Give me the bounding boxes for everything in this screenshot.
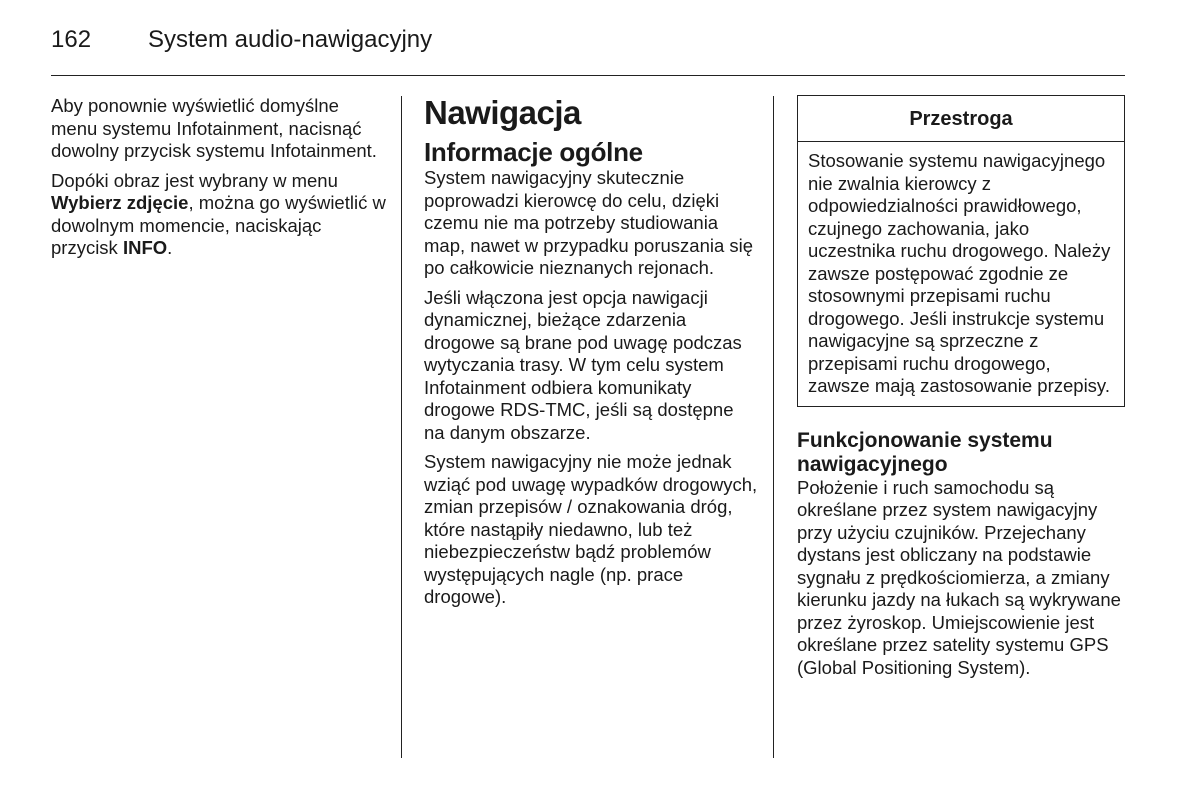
section-title: System audio-nawigacyjny [148, 26, 433, 53]
button-name: INFO [122, 237, 168, 258]
body-paragraph: System nawigacyjny nie może jednak wziąć pod uwagę wypadków drogowych, zmian przepisów / oznakowania dróg, które nastąpiły niedawno, lub też niebezpieczeństw bądź problemów występujących nagle (np. prace drogowe). [424, 451, 758, 607]
header-rule [51, 75, 1125, 76]
text-run: Dopóki obraz jest wybrany w menu [51, 169, 338, 191]
caution-text: Stosowanie systemu nawigacyjnego nie zwalnia kierowcy z odpowiedzialności prawidłowego, czujnego zachowania, jako uczestnika ruchu drogowego. Należy zawsze postępować zgodnie ze stosownymi przepisami ruchu drogowego. Jeśli instrukcje systemu nawigacyjne są sprzeczne z przepisami ruchu drogowego, zawsze mają zastosowanie przepisy. [808, 150, 1111, 396]
column-divider-right [773, 96, 774, 758]
section-heading: Nawigacja [424, 94, 581, 131]
caution-title: Przestroga [798, 96, 1124, 142]
page-number: 162 [51, 26, 92, 53]
menu-item-name: Wybierz zdjęcie [51, 192, 189, 213]
caution-body [798, 142, 1124, 406]
body-paragraph [51, 170, 386, 260]
text-run: . [167, 237, 173, 258]
body-paragraph: System nawigacyjny skutecznie poprowadzi kierowcę do celu, dzięki czemu nie ma potrzeby studiowania map, nawet w przypadku poruszania się po całkowicie nieznanych rejonach. [424, 167, 754, 278]
text-run: , można go wyświetlić w dowolnym momencie, naciskając przycisk [51, 192, 386, 258]
left-column [51, 95, 386, 267]
column-divider-left [401, 96, 402, 758]
caution-box [797, 95, 1125, 407]
middle-column [424, 95, 759, 616]
body-paragraph: Aby ponownie wyświetlić domyślne menu systemu Infotainment, nacisnąć dowolny przycisk systemu Infotainment. [51, 95, 377, 161]
subsection-heading: Funkcjonowanie systemu nawigacyjnego [797, 428, 1053, 476]
body-paragraph: Położenie i ruch samochodu są określane przez system nawigacyjny przy użyciu czujników. Przejechany dystans jest obliczany na podstawie sygnału z prędkościomierza, a zmiany kierunku jazdy na łukach są wykrywane przez żyroskop. Umiejscowienie jest określane przez satelity systemu GPS (Global Positioning System). [797, 476, 1121, 678]
subsection-heading: Informacje ogólne [424, 137, 643, 167]
right-column [797, 95, 1125, 686]
body-paragraph: Jeśli włączona jest opcja nawigacji dynamicznej, bieżące zdarzenia drogowe są brane pod uwagę podczas wytyczania trasy. W tym celu system Infotainment odbiera komunikaty drogowe RDS-TMC, jeśli są dostępne na danym obszarze. [424, 286, 742, 443]
